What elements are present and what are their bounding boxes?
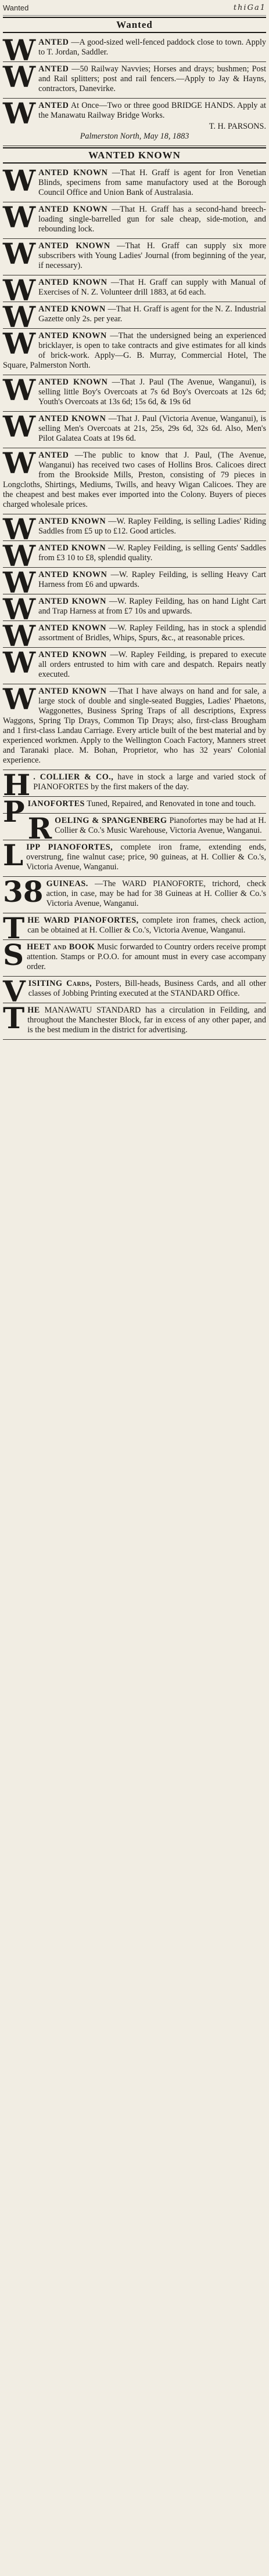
masthead <box>3 0 266 16</box>
ad-body <box>3 1001 267 1035</box>
ad-body <box>3 768 267 802</box>
ads-column-b <box>3 166 266 1040</box>
ad-body <box>3 811 267 846</box>
advertisement <box>3 166 266 202</box>
drop-cap: W <box>3 200 36 234</box>
ad-text: —That the undersigned being an experienced bricklayer, is open to take contracts and give estimates for all kinds of brick-work. Apply—G. B. Murray, Commercial Hotel, The Square, Palmerston North. <box>3 331 266 370</box>
drop-cap: P <box>3 794 25 829</box>
ad-lead: HE <box>27 1006 40 1015</box>
ads-column-a <box>3 35 266 146</box>
drop-cap: W <box>3 682 36 716</box>
drop-cap: W <box>3 645 36 680</box>
drop-cap: W <box>3 164 36 198</box>
ad-body <box>3 619 266 653</box>
ad-lead: OELING & SPANGENBERG <box>55 816 167 825</box>
drop-cap: W <box>3 237 36 271</box>
ad-body <box>3 326 266 371</box>
ad-lead: ANTED <box>38 451 69 460</box>
advertisement <box>3 96 267 146</box>
ad-lead: ANTED KNOWN <box>38 168 108 177</box>
ad-body <box>3 911 267 945</box>
ad-body <box>3 200 266 234</box>
drop-cap: H <box>3 768 31 802</box>
ad-body <box>3 60 267 94</box>
ad-lead: ANTED KNOWN <box>38 278 107 287</box>
advertisement <box>3 940 266 977</box>
drop-cap: L <box>3 838 24 872</box>
drop-cap: W <box>3 273 36 307</box>
ad-lead: ANTED <box>38 38 69 47</box>
ad-lead: GUINEAS. <box>46 879 88 888</box>
advertisement <box>3 512 266 546</box>
ad-body <box>3 592 266 626</box>
drop-cap: W <box>3 373 36 407</box>
ad-lead: ANTED KNOWN <box>38 517 106 526</box>
ad-lead: ANTED KNOWN <box>38 570 107 579</box>
ad-text: —That J. Paul (The Avenue, Wanganui), is selling little Boy's Overcoats at 7s 6d Boy's Overcoats at 12s 6d; Youth's Overcoats at 13s 6d; 15s 6d, & 19s 6d <box>38 378 266 407</box>
ad-text: —W. Rapley Feilding, is selling Gents' Saddles from £3 10 to £8, splendid quality. <box>38 543 267 563</box>
ad-lead: ANTED KNOWN <box>38 650 107 659</box>
advertisement <box>3 273 266 307</box>
drop-cap: W <box>3 619 36 653</box>
ad-text: —That J. Paul (Victoria Avenue, Wanganui), is selling Men's Overcoats at 21s, 25s, 29s 6d, 32s 6d. Also, Men's Pilot Galatea Coats at 19s 6d. <box>38 414 266 443</box>
ad-body <box>3 645 266 680</box>
advertisement <box>3 1003 266 1040</box>
advertisement <box>3 62 266 99</box>
ad-text: Posters, Bill-heads, Business Cards, and all other classes of Jobbing Printing executed at the STANDARD Office. <box>28 979 267 998</box>
ad-text: have in stock a large and varied stock of PIANOFORTES by the first makers of the day. <box>33 772 267 792</box>
ad-body <box>3 33 266 67</box>
advertisement <box>3 409 266 448</box>
ad-text: —A good-sized well-fenced paddock close to town. Apply to T. Jordan, Saddler. <box>38 38 266 57</box>
ad-body <box>3 838 266 872</box>
ad-body <box>3 409 266 444</box>
ad-body <box>3 237 266 271</box>
ad-lead: ANTED KNOWN <box>38 241 110 251</box>
advertisement <box>3 877 266 913</box>
drop-cap: W <box>3 409 36 444</box>
ad-body <box>3 300 266 334</box>
ad-lead: IANOFORTES <box>27 799 85 808</box>
ad-body <box>3 974 267 1008</box>
ad-lead: ANTED KNOWN <box>38 205 108 214</box>
ad-body <box>3 373 266 407</box>
ad-text: —W. Rapley Feilding, is selling Ladies' Riding Saddles from £5 up to £12. Good articles. <box>38 517 266 536</box>
ad-text: —W. Rapley Feilding, has in stock a splendid assortment of Bridles, Whips, Spurs, &c., at reasonable prices. <box>38 623 266 643</box>
ad-lead: ANTED KNOWN <box>38 378 108 387</box>
ad-lead: IPP PIANOFORTES, <box>26 843 113 852</box>
ad-lead: HEET and BOOK <box>27 942 95 952</box>
drop-cap: W <box>3 592 36 626</box>
ad-text: —That H. Graff is agent for Iron Venetian Blinds, specimens from same manufactory used at the Borough Council Office and Union Bank of Australasia. <box>38 168 266 197</box>
ad-text: complete iron frame, extending ends, overstrung, fine walnut case; price, 90 guineas, at H. Collier & Co.'s, Victoria Avenue, Wanganui. <box>26 843 266 872</box>
advertisement <box>3 592 266 626</box>
advertisement <box>3 565 266 600</box>
drop-cap: W <box>3 446 36 480</box>
advertisement <box>3 619 266 653</box>
ad-body <box>3 273 266 307</box>
drop-cap: W <box>3 300 36 334</box>
ad-text: MANAWATU STANDARD has a circulation in Feilding, and throughout the Manchester Block, far in excess of any other paper, and is the best medium in the district for advertising. <box>27 1006 267 1035</box>
drop-cap: W <box>3 60 36 94</box>
ad-lead: ANTED KNOWN <box>38 414 106 423</box>
drop-cap: S <box>3 938 24 972</box>
ad-lead: ANTED KNOWN <box>38 304 106 314</box>
ad-text: Pianofortes may be had at H. Collier & Co.'s Music Warehouse, Victoria Avenue, Wanganui. <box>55 816 267 835</box>
ad-body <box>3 512 266 546</box>
advertisement <box>3 326 266 375</box>
section-heading-wanted: Wanted <box>3 17 266 33</box>
drop-cap: T <box>3 1001 25 1035</box>
advertisement <box>3 811 267 846</box>
ad-lead: HE WARD PIANOFORTES, <box>27 916 139 925</box>
drop-cap: W <box>3 512 36 546</box>
masthead-left: Wanted <box>3 3 29 12</box>
drop-cap: W <box>3 33 36 67</box>
ad-text: —That H. Graff can supply six more subscribers with Young Ladies' Journal (from beginning of the year, if necessary). <box>38 241 266 270</box>
ad-dateline: Palmerston North, May 18, 1883 <box>80 132 189 141</box>
drop-cap: V <box>3 974 26 1008</box>
ad-body <box>3 446 267 510</box>
drop-cap: 38 <box>3 875 44 909</box>
ad-lead: ISITING Cards, <box>28 979 92 988</box>
ad-lead: ANTED KNOWN <box>38 331 107 340</box>
advertisement <box>3 202 266 239</box>
ad-text: —W. Rapley Feilding, has on hand Light Cart and Trap Harness at from £7 10s and upwards. <box>38 597 266 616</box>
ad-lead: ANTED KNOWN <box>38 687 107 696</box>
ad-text: —The public to know that J. Paul, (The Avenue, Wanganui) has received two cases of Hollins Bros. Calicoes direct from the Brookside Mills, Preston, consisting of 79 pieces in Longcloths, Shirtings, Mediums, Twills, and heavy Wigan Calicoes. They are the cheapest and best makes ever imported into the Colony. Buyers of pieces charged wholesale prices. <box>3 451 267 509</box>
advertisement <box>3 911 267 945</box>
advertisement <box>3 645 266 684</box>
ad-text: —50 Railway Navvies; Horses and drays; bushmen; Post and Rail splitters; post and rail fencers.—Apply to Jay & Hayns, contractors, Danevirke. <box>38 64 267 93</box>
ad-text: —The WARD PIANOFORTE, trichord, check action, in case, may be had for 38 Guineas at H. Collier & Co.'s Victoria Avenue, Wanganui. <box>46 879 266 908</box>
ad-text: At Once—Two or three good BRIDGE HANDS. Apply at the Manawatu Railway Bridge Works. <box>38 101 267 120</box>
section-heading-wanted-known: WANTED KNOWN <box>3 147 266 164</box>
drop-cap: W <box>3 96 36 130</box>
drop-cap: R <box>27 811 52 846</box>
ad-text: —That H. Graff is agent for the N. Z. Industrial Gazette only 2s. per year. <box>38 304 266 324</box>
ad-text: —That H. Graff can supply with Manual of Exercises of N. Z. Volunteer drill 1883, at 6d each. <box>38 278 266 297</box>
drop-cap: T <box>3 911 25 945</box>
ad-lead: ANTED <box>38 101 69 110</box>
ad-body <box>3 938 267 972</box>
advertisement <box>3 33 266 67</box>
ad-text: complete iron frames, check action, can be obtained at H. Collier & Co.'s, Victoria Avenue, Wanganui. <box>27 916 267 935</box>
ad-text: —That I have always on hand and for sale, a large stock of double and single-seated Buggies, Ladies' Phaetons, Waggonettes, Business Spring Traps of all descriptions, Express Waggons, Spring Tip Drays, Common Tip Drays; also, first-class Brougham and 1 first-class Landau Carriage. Every article built of the best material and by experienced workmen. Apply to the Wellington Coach Factory, Manners street and Taranaki place. M. Bohan, Proprietor, who has 32 years' Colonial experience. <box>3 687 266 765</box>
drop-cap: W <box>3 326 36 361</box>
masthead-right: thiGa1 <box>233 3 266 12</box>
ad-body <box>3 565 266 600</box>
advertisement <box>3 840 266 877</box>
ad-lead: . COLLIER & CO., <box>33 772 114 782</box>
ad-body <box>3 164 266 198</box>
ad-text: Music forwarded to Country orders receive prompt attention. Stamps or P.O.O. for amount must in every case accompany order. <box>27 942 267 971</box>
ad-lead: ANTED KNOWN <box>38 623 107 633</box>
advertisement <box>3 375 266 412</box>
advertisement <box>3 768 267 802</box>
ad-lead: ANTED KNOWN <box>38 597 106 606</box>
advertisement <box>3 239 266 275</box>
ad-text: —That H. Graff has a second-hand breech-loading single-barrelled gun for sale cheap, side-motion, and rebounding lock. <box>38 205 266 234</box>
advertisement <box>3 684 266 770</box>
drop-cap: W <box>3 565 36 600</box>
advertisement <box>3 300 266 334</box>
ad-text: —W. Rapley Feilding, is prepared to execute all orders entrusted to him with care and despatch. Repairs neatly executed. <box>38 650 266 679</box>
ad-body <box>3 539 267 573</box>
ad-signature: T. H. PARSONS. <box>209 122 266 131</box>
advertisement <box>3 974 267 1008</box>
ad-body <box>3 682 266 765</box>
ad-lead: ANTED KNOWN <box>38 543 106 553</box>
ad-body <box>3 875 266 909</box>
advertisement <box>3 539 267 573</box>
drop-cap: W <box>3 539 36 573</box>
ad-lead: ANTED <box>38 64 69 74</box>
ad-text: Tuned, Repaired, and Renovated in tone and touch. <box>87 799 256 808</box>
ad-text: —W. Rapley Feilding, is selling Heavy Cart Harness from £6 and upwards. <box>38 570 266 589</box>
advertisement <box>3 448 266 514</box>
